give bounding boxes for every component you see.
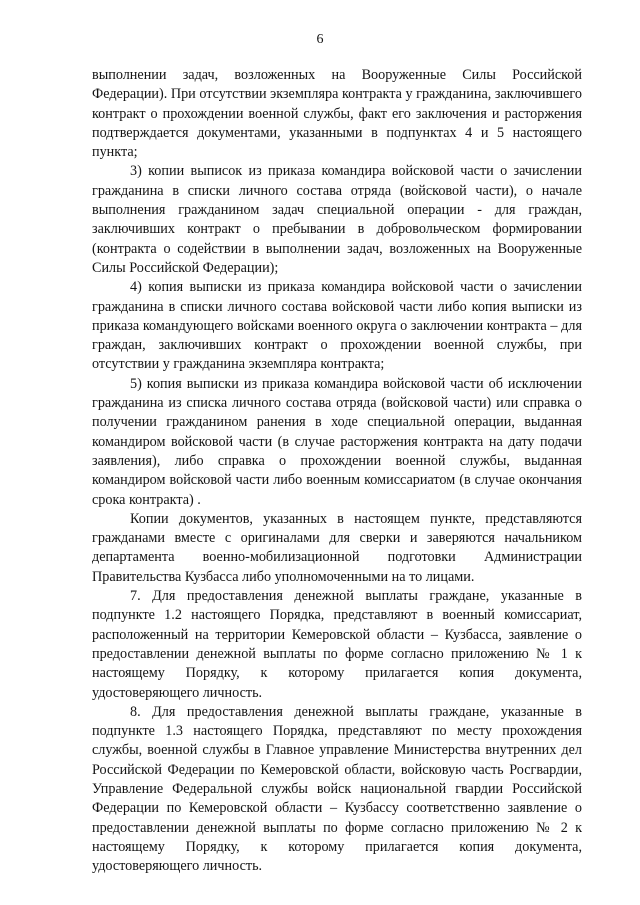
- document-body: [92, 66, 582, 876]
- paragraph-clause-7: 7. Для предоставления денежной выплаты граждане, указанные в подпункте 1.2 настоящего Порядка, представляют в военный комиссариат, расположенный на территории Кемеровской области – Кузбасса, заявление о предоставлении денежной выплаты по форме согласно приложению № 1 к настоящему Порядку, к которому прилагается копия документа, удостоверяющего личность.: [92, 588, 582, 701]
- paragraph-clause-8: 8. Для предоставления денежной выплаты граждане, указанные в подпункте 1.3 настоящего Порядка, представляют по месту прохождения службы, военной службы в Главное управление Министерства внутренних дел Российской Федерации по Кемеровской области, войсковую часть Росгвардии, Управление Федеральной службы войск национальной гвардии Российской Федерации по Кемеровской области – Кузбассу соответственно заявление о предоставлении денежной выплаты по форме согласно приложению № 2 к настоящему Порядку, к которому прилагается копия документа, удостоверяющего личность.: [92, 703, 582, 875]
- page-number: 6: [316, 32, 324, 47]
- paragraph-item-3: 3) копии выписок из приказа командира войсковой части о зачислении гражданина в списки личного состава отряда (войсковой части), о начале выполнения гражданином задач специальной операции - для граждан, заключивших контракт о пребывании в добровольческом формировании (контракта о содействии в выполнении задач, возложенных на Вооруженные Силы Российской Федерации);: [92, 163, 582, 276]
- paragraph-item-5: 5) копия выписки из приказа командира войсковой части об исключении гражданина из списка личного состава отряда (войсковой части) или справка о получении гражданином ранения в ходе специальной операции, выданная командиром войсковой части (в случае расторжения контракта на дату подачи заявления), либо справка о прохождении военной службы, выданная командиром войсковой части либо военным комиссариатом (в случае окончания срока контракта) .: [92, 375, 582, 508]
- paragraph-continuation: выполнении задач, возложенных на Вооруженные Силы Российской Федерации). При отсутствии экземпляра контракта у гражданина, заключившего контракт о прохождении военной службы, факт его заключения и расторжения подтверждается документами, указанными в подпунктах 4 и 5 настоящего пункта;: [92, 67, 582, 161]
- paragraph-item-4: 4) копия выписки из приказа командира войсковой части о зачислении гражданина в списки личного состава войсковой части либо копия выписки из приказа командующего войсками военного округа о заключении контракта – для граждан, заключивших контракт о прохождении военной службы, при отсутствии у гражданина экземпляра контракта;: [92, 279, 582, 373]
- paragraph-copies-of-documents: Копии документов, указанных в настоящем пункте, представляются гражданами вместе с оригиналами для сверки и заверяются начальником департамента военно-мобилизационной подготовки Администрации Правительства Кузбасса либо уполномоченными на то лицами.: [92, 510, 582, 585]
